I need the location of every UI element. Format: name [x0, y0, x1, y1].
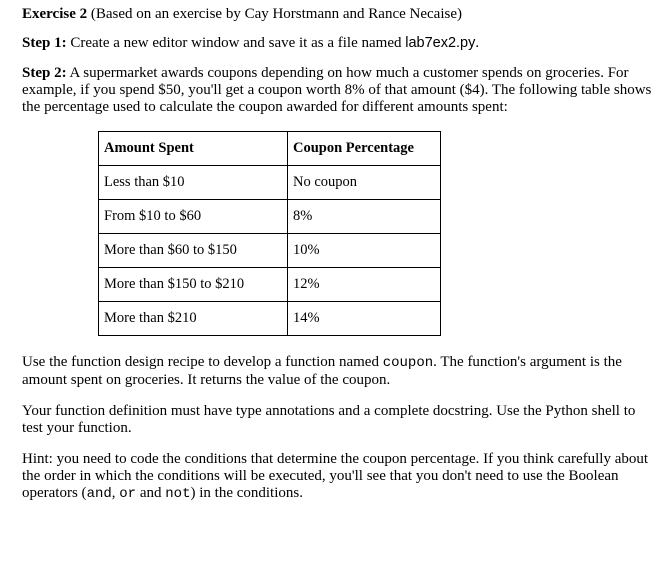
- hint-text-before: Hint: you need to code the conditions that determine the coupon percentage. If you think carefully about the order in which the conditions will be executed, you'll see that you don't need to use the Boolean operators (: [22, 451, 649, 501]
- step-1: [22, 35, 652, 52]
- table-row: [99, 200, 441, 234]
- recipe-text-after: . The function's argument is the amount spent on groceries. It returns the value of the coupon.: [22, 354, 622, 388]
- step-2-label: Step 2:: [22, 65, 67, 81]
- percentage-cell: 8%: [288, 200, 441, 234]
- operator-not-code: not: [165, 486, 191, 502]
- recipe-text-before: Use the function design recipe to develop a function named: [22, 354, 383, 370]
- header-coupon-percentage: Coupon Percentage: [288, 132, 441, 166]
- document: [22, 6, 652, 503]
- hint-sep-1: ,: [111, 485, 120, 501]
- step-1-filename: lab7ex2.py: [405, 35, 476, 51]
- step-2: [22, 65, 652, 116]
- amount-cell: Less than $10: [99, 166, 288, 200]
- exercise-attribution: (Based on an exercise by Cay Horstmann and Rance Necaise): [87, 6, 462, 22]
- amount-cell: More than $60 to $150: [99, 234, 288, 268]
- table-row: [99, 302, 441, 336]
- annotations-paragraph: Your function definition must have type annotations and a complete docstring. Use the Python shell to test your function.: [22, 403, 636, 436]
- table-row: [99, 166, 441, 200]
- exercise-title: Exercise 2: [22, 6, 88, 22]
- step-2-text: A supermarket awards coupons depending on how much a customer spends on groceries. For example, if you spend $50, you'll get a coupon worth 8% of that amount ($4). The following table shows the percentage used to calculate the coupon awarded for different amounts spent:: [22, 65, 652, 115]
- function-name-code: coupon: [382, 355, 434, 371]
- step-1-text: Create a new editor window and save it as a file named: [66, 35, 406, 51]
- table-header-row: [99, 132, 441, 166]
- amount-cell: More than $150 to $210: [99, 268, 288, 302]
- percentage-cell: 14%: [288, 302, 441, 336]
- operator-or-code: or: [119, 486, 137, 502]
- header-amount-spent: Amount Spent: [99, 132, 288, 166]
- table-row: [99, 268, 441, 302]
- amount-cell: From $10 to $60: [99, 200, 288, 234]
- exercise-heading: [22, 6, 652, 23]
- table-row: [99, 234, 441, 268]
- hint-sep-2: and: [136, 485, 166, 501]
- amount-cell: More than $210: [99, 302, 288, 336]
- coupon-table: [98, 131, 441, 336]
- step-1-label: Step 1:: [22, 35, 67, 51]
- percentage-cell: 10%: [288, 234, 441, 268]
- percentage-cell: No coupon: [288, 166, 441, 200]
- percentage-cell: 12%: [288, 268, 441, 302]
- hint-paragraph: [22, 451, 652, 503]
- recipe-paragraph: [22, 354, 652, 389]
- hint-text-after: ) in the conditions.: [190, 485, 303, 501]
- step-1-end: .: [475, 35, 480, 51]
- operator-and-code: and: [86, 486, 112, 502]
